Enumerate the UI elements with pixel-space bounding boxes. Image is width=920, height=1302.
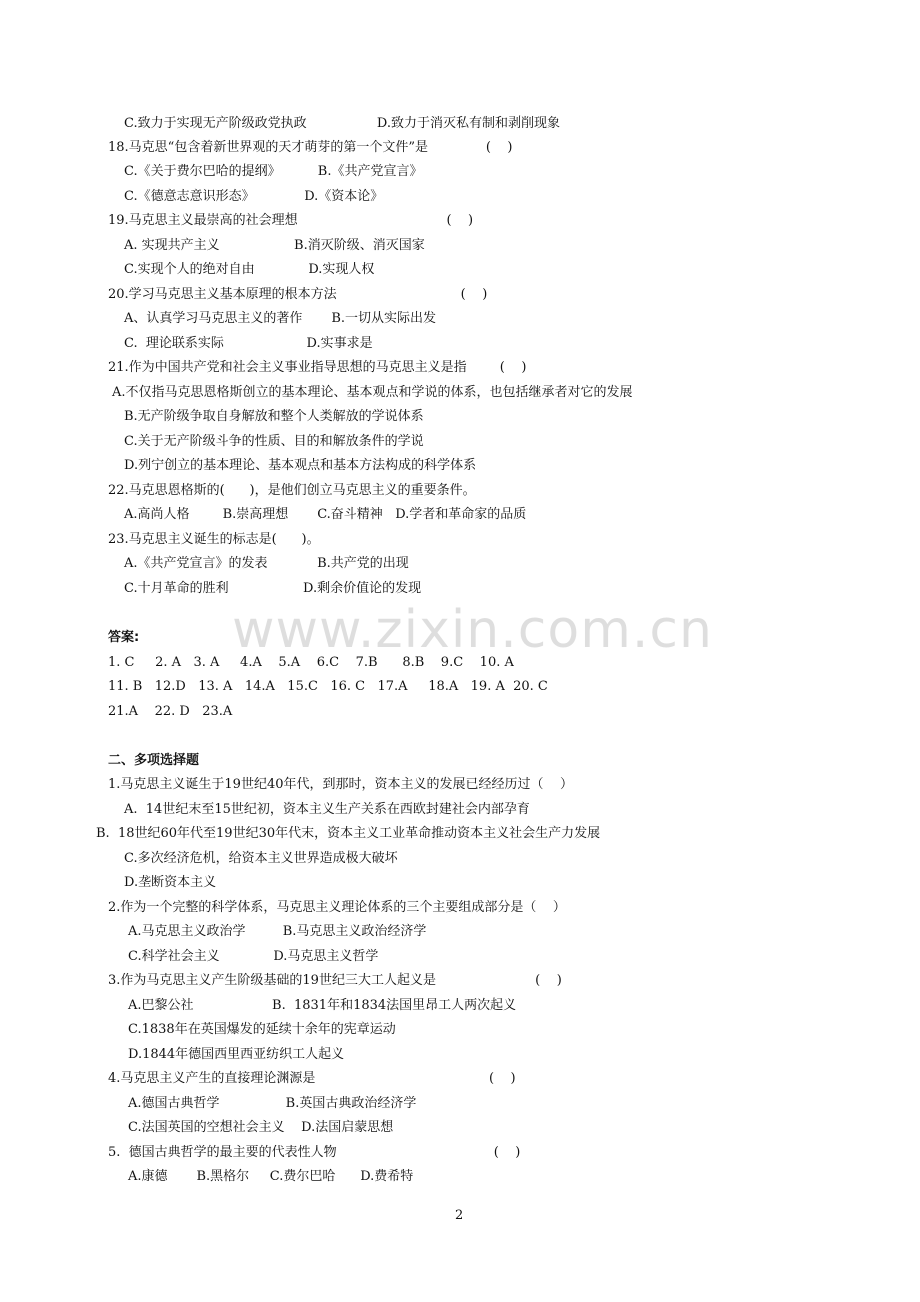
mq1-option-b: B. 18世纪60年代至19世纪30年代末，资本主义工业革命推动资本主义社会生产力发展 (96, 826, 601, 841)
mq4-options-cd: C.法国英国的空想社会主义 D.法国启蒙思想 (128, 1120, 394, 1135)
answers-heading: 答案: (108, 630, 140, 645)
q21-option-c: C.关于无产阶级斗争的性质、目的和解放条件的学说 (124, 434, 424, 449)
q21-option-b: B.无产阶级争取自身解放和整个人类解放的学说体系 (124, 409, 424, 424)
q20-stem: 20.学习马克思主义基本原理的根本方法 ( ) (108, 287, 488, 302)
q23-options-cd: C.十月革命的胜利 D.剩余价值论的发现 (124, 581, 422, 596)
q22-stem: 22.马克思恩格斯的( )，是他们创立马克思主义的重要条件。 (108, 483, 476, 498)
mq1-option-c: C.多次经济危机，给资本主义世界造成极大破坏 (124, 851, 398, 866)
mq3-option-d: D.1844年德国西里西亚纺织工人起义 (128, 1047, 345, 1062)
q18-options-cd: C.《德意志意识形态》 D.《资本论》 (124, 189, 384, 204)
mq1-option-d: D.垄断资本主义 (124, 875, 217, 890)
mq3-option-c: C.1838年在英国爆发的延续十余年的宪章运动 (128, 1022, 396, 1037)
q18-stem: 18.马克思“包含着新世界观的天才萌芽的第一个文件”是 ( ) (108, 140, 513, 155)
q21-option-a: A.不仅指马克思恩格斯创立的基本理论、基本观点和学说的体系，也包括继承者对它的发展 (112, 385, 633, 400)
mq5-stem: 5. 德国古典哲学的最主要的代表性人物 ( ) (108, 1145, 521, 1160)
mq4-stem: 4.马克思主义产生的直接理论渊源是 ( ) (108, 1071, 516, 1086)
q23-stem: 23.马克思主义诞生的标志是( )。 (108, 532, 320, 547)
answers-row-1: 1. C 2. A 3. A 4.A 5.A 6.C 7.B 8.B 9.C 10. A (108, 655, 514, 670)
mq3-stem: 3.作为马克思主义产生阶级基础的19世纪三大工人起义是 ( ) (108, 973, 562, 988)
q19-options-cd: C.实现个人的绝对自由 D.实现人权 (124, 262, 375, 277)
answers-row-3: 21.A 22. D 23.A (108, 704, 233, 719)
mq5-options: A.康德 B.黑格尔 C.费尔巴哈 D.费希特 (128, 1169, 414, 1184)
q22-options: A.高尚人格 B.崇高理想 C.奋斗精神 D.学者和革命家的品质 (124, 507, 527, 522)
mq2-stem: 2.作为一个完整的科学体系，马克思主义理论体系的三个主要组成部分是（ ） (108, 900, 566, 915)
page-number: 2 (455, 1208, 464, 1223)
q23-options-ab: A.《共产党宣言》的发表 B.共产党的出现 (124, 556, 409, 571)
q19-options-ab: A. 实现共产主义 B.消灭阶级、消灭国家 (124, 238, 425, 253)
watermark: www.zixin.com.cn (232, 600, 713, 660)
section-heading-multi: 二、多项选择题 (108, 753, 200, 768)
q20-options-ab: A、认真学习马克思主义的著作 B.一切从实际出发 (124, 311, 437, 326)
q17-options-cd: C.致力于实现无产阶级政党执政 D.致力于消灭私有制和剥削现象 (124, 116, 560, 131)
answers-row-2: 11. B 12.D 13. A 14.A 15.C 16. C 17.A 18.A 19. A 20. C (108, 679, 548, 694)
q18-options-ab: C.《关于费尔巴哈的提纲》 B.《共产党宣言》 (124, 164, 423, 179)
q21-stem: 21.作为中国共产党和社会主义事业指导思想的马克思主义是指 ( ) (108, 360, 527, 375)
q20-options-cd: C. 理论联系实际 D.实事求是 (124, 336, 373, 351)
mq2-options-cd: C.科学社会主义 D.马克思主义哲学 (128, 949, 379, 964)
mq2-options-ab: A.马克思主义政治学 B.马克思主义政治经济学 (128, 924, 427, 939)
mq4-options-ab: A.德国古典哲学 B.英国古典政治经济学 (128, 1096, 417, 1111)
mq1-option-a: A. 14世纪末至15世纪初，资本主义生产关系在西欧封建社会内部孕育 (124, 802, 530, 817)
q21-option-d: D.列宁创立的基本理论、基本观点和基本方法构成的科学体系 (124, 458, 477, 473)
mq1-stem: 1.马克思主义诞生于19世纪40年代，到那时，资本主义的发展已经经历过（ ） (108, 777, 574, 792)
mq3-options-ab: A.巴黎公社 B. 1831年和1834法国里昂工人两次起义 (128, 998, 517, 1013)
q19-stem: 19.马克思主义最崇高的社会理想 ( ) (108, 213, 474, 228)
